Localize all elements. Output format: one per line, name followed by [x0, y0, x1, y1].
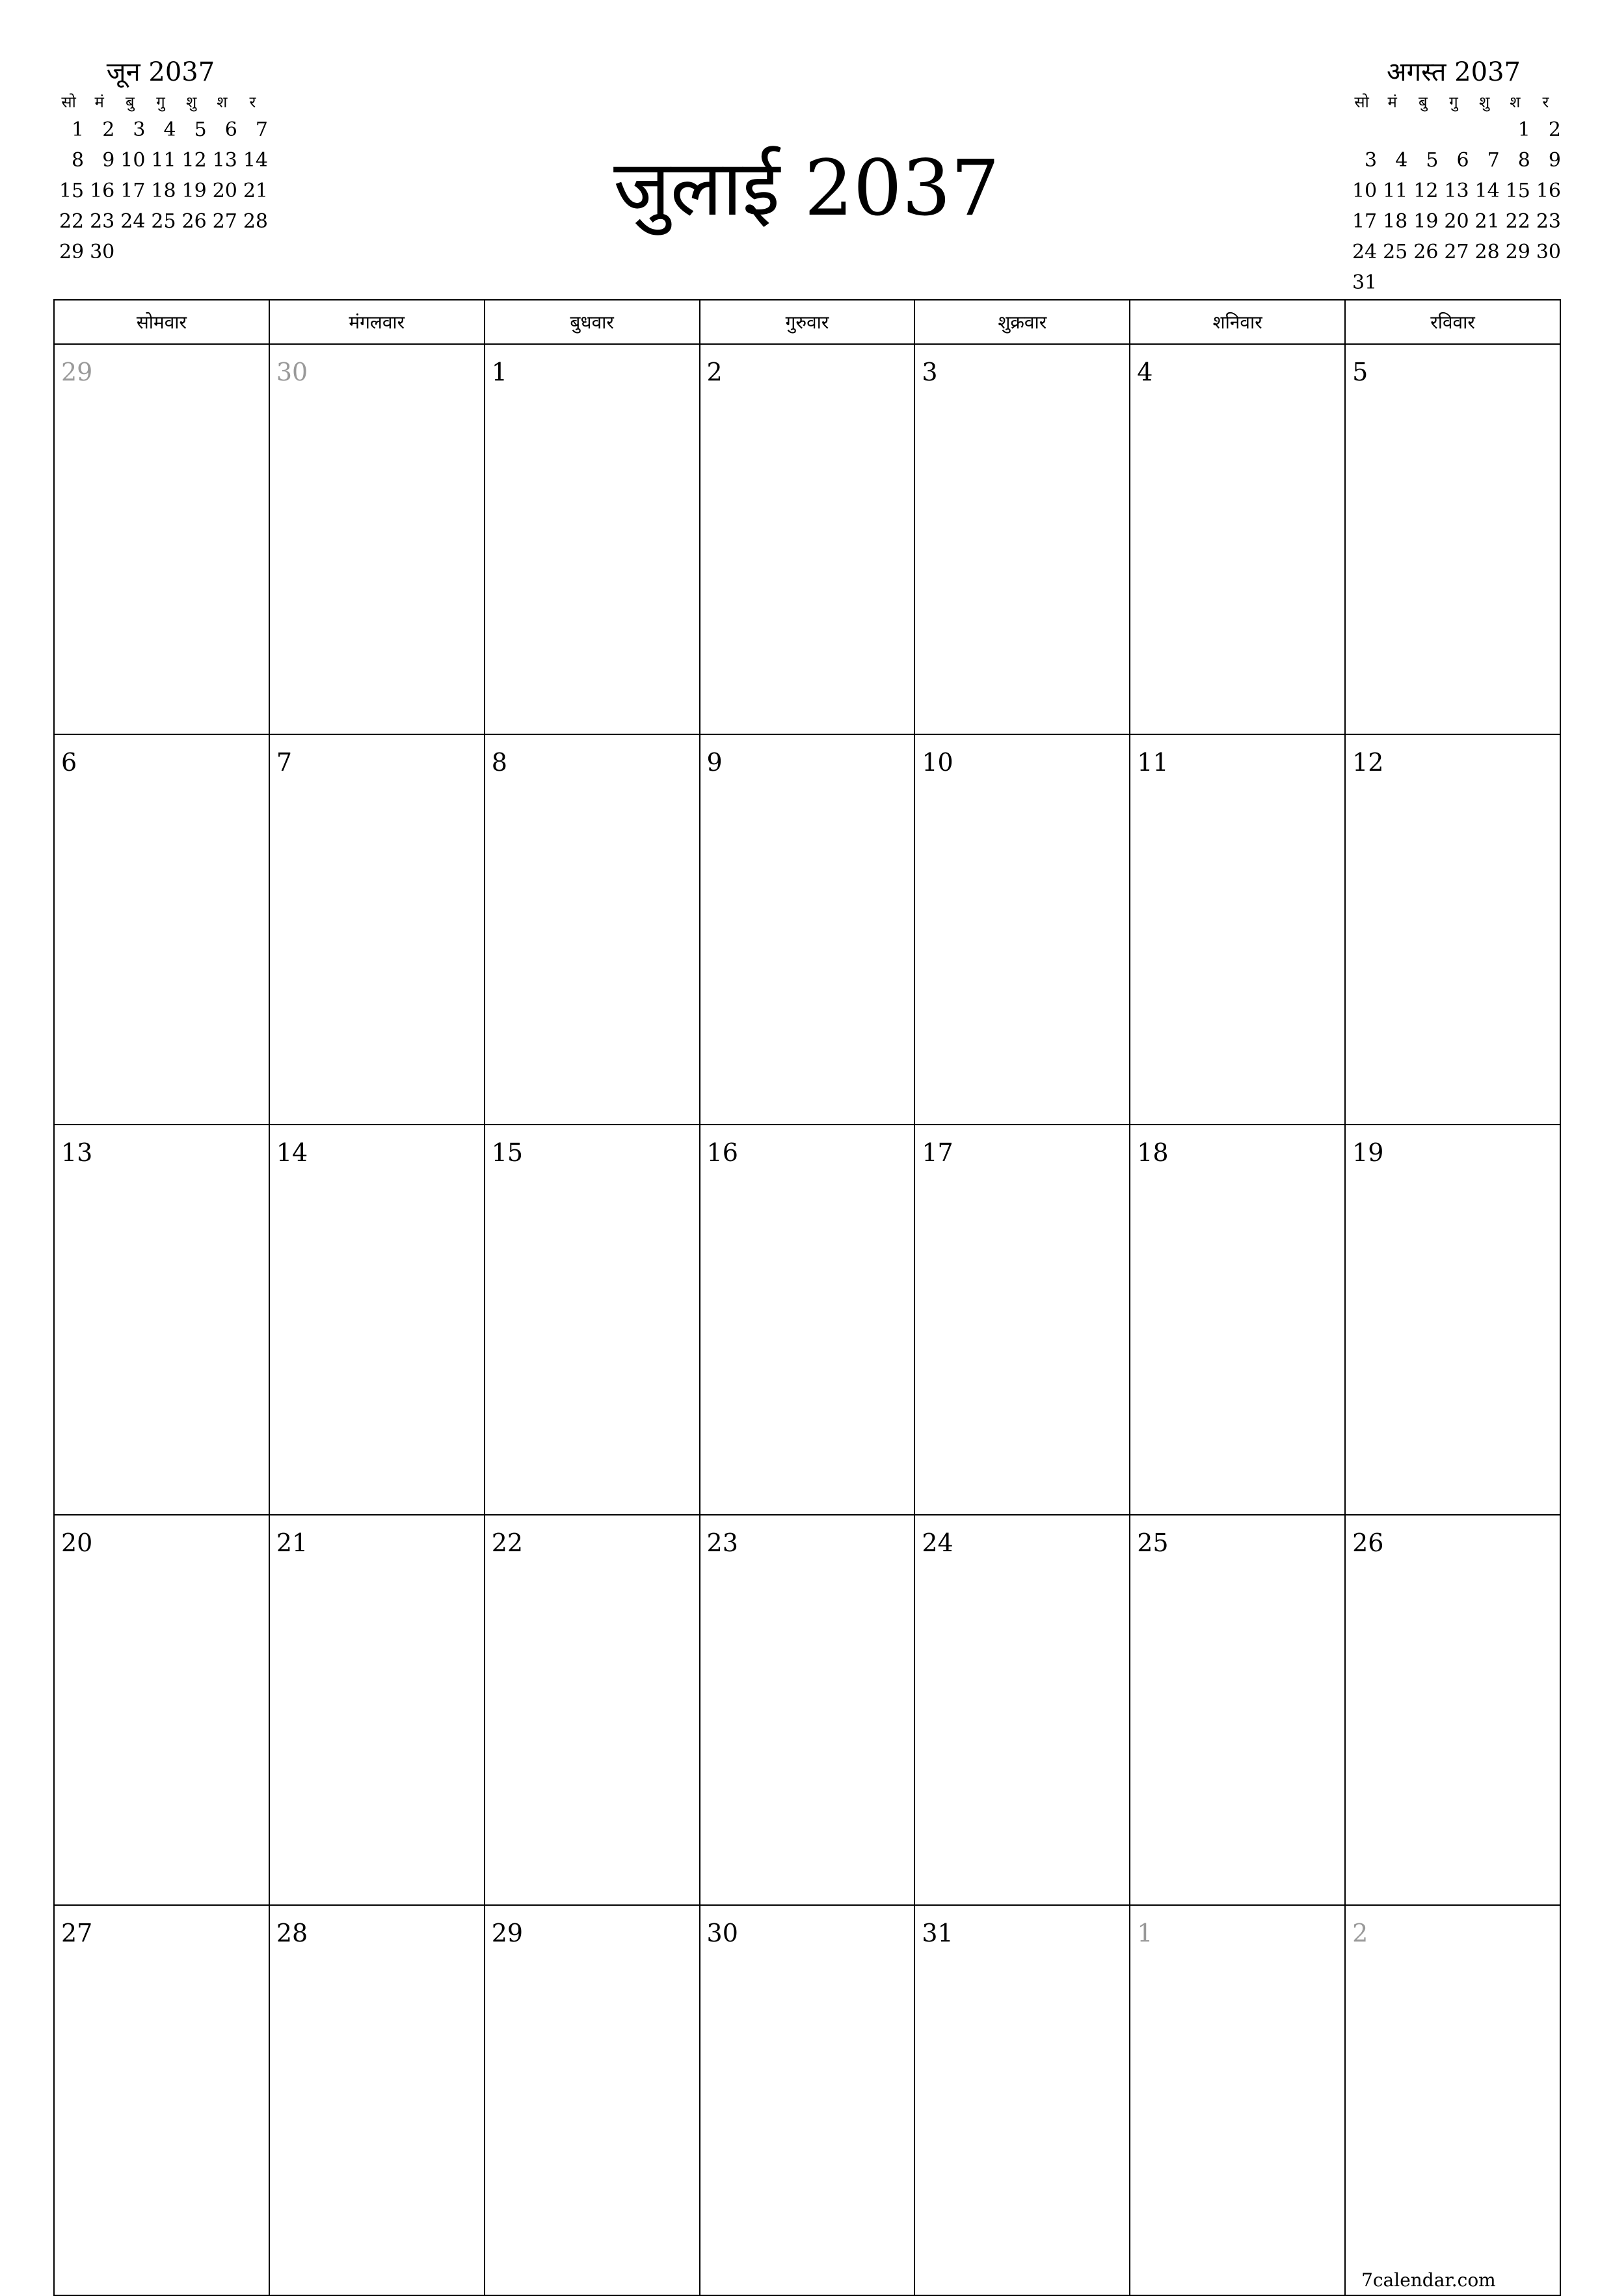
- mini-day: [1346, 114, 1377, 145]
- day-number: 5: [1352, 358, 1368, 386]
- mini-calendar-prev-title: जून 2037: [106, 57, 215, 87]
- day-number: 8: [491, 748, 507, 777]
- mini-week-row: [1346, 176, 1561, 206]
- week-row: [54, 344, 1560, 734]
- day-cell: [914, 344, 1130, 734]
- mini-day: 28: [243, 210, 268, 233]
- day-cell: [1345, 1125, 1560, 1515]
- week-row: [54, 1515, 1560, 1905]
- day-cell: [1130, 1125, 1345, 1515]
- mini-day: 29: [59, 241, 85, 263]
- day-number: 19: [1352, 1138, 1384, 1167]
- mini-day: 9: [1548, 149, 1561, 172]
- mini-day: 30: [1536, 241, 1561, 263]
- weekday-header: गुरुवार: [700, 300, 915, 344]
- day-cell: [269, 1905, 485, 2295]
- mini-day: [1438, 267, 1469, 298]
- mini-day: 9: [102, 149, 115, 172]
- mini-day: 3: [133, 118, 146, 141]
- mini-weekday: शु: [185, 92, 197, 111]
- mini-day: 15: [59, 180, 85, 202]
- mini-day: [1469, 114, 1500, 145]
- day-number: 7: [276, 748, 293, 777]
- mini-weekday: गु: [1449, 92, 1458, 111]
- day-cell: [485, 734, 700, 1125]
- day-number: 30: [276, 358, 308, 386]
- mini-day: 13: [212, 149, 237, 172]
- mini-weekday: मं: [94, 92, 104, 111]
- mini-week-row: [1346, 145, 1561, 176]
- day-number: 31: [922, 1919, 953, 1947]
- day-number: 4: [1137, 358, 1153, 386]
- mini-day: 11: [151, 149, 176, 172]
- mini-weekday: श: [217, 92, 228, 111]
- mini-day: 2: [1548, 118, 1561, 141]
- day-cell: [700, 1125, 915, 1515]
- mini-week-row: [53, 176, 268, 206]
- day-cell: [485, 1125, 700, 1515]
- mini-calendar-next-grid: [1346, 88, 1561, 298]
- mini-day: [1530, 267, 1561, 298]
- mini-day: [176, 237, 207, 267]
- day-number: 14: [276, 1138, 308, 1167]
- mini-day: [237, 237, 268, 267]
- mini-day: [1407, 114, 1438, 145]
- week-row: [54, 734, 1560, 1125]
- mini-day: 20: [212, 180, 237, 202]
- day-cell: [54, 1515, 269, 1905]
- mini-day: 12: [181, 149, 207, 172]
- mini-day: 13: [1444, 180, 1469, 202]
- mini-day: 6: [224, 118, 237, 141]
- day-number: 17: [922, 1138, 953, 1167]
- day-cell: [54, 1125, 269, 1515]
- mini-day: 23: [90, 210, 115, 233]
- mini-day: [207, 237, 237, 267]
- mini-day: 21: [1474, 210, 1500, 233]
- mini-week-row: [1346, 237, 1561, 267]
- day-number: 28: [276, 1919, 308, 1947]
- day-cell: [1130, 1515, 1345, 1905]
- mini-day: 14: [243, 149, 268, 172]
- day-cell: [914, 734, 1130, 1125]
- day-number: 21: [276, 1528, 308, 1557]
- mini-weekday: श: [1510, 92, 1521, 111]
- mini-day: [114, 237, 145, 267]
- mini-week-row: [1346, 267, 1561, 298]
- mini-day: 20: [1444, 210, 1469, 233]
- weekday-header: रविवार: [1345, 300, 1560, 344]
- mini-day: 18: [1383, 210, 1408, 233]
- day-number: 23: [706, 1528, 738, 1557]
- day-number: 30: [706, 1919, 738, 1947]
- mini-day: 31: [1352, 271, 1378, 294]
- mini-day: [145, 237, 176, 267]
- mini-day: 19: [1413, 210, 1439, 233]
- mini-day: [1469, 267, 1500, 298]
- mini-day: 17: [1352, 210, 1378, 233]
- mini-day: 22: [1505, 210, 1530, 233]
- mini-day: 21: [243, 180, 268, 202]
- mini-calendar-next: [1346, 57, 1561, 298]
- day-cell: [914, 1905, 1130, 2295]
- day-number: 2: [706, 358, 723, 386]
- day-cell: [54, 1905, 269, 2295]
- mini-day: 15: [1505, 180, 1530, 202]
- day-number: 22: [491, 1528, 524, 1557]
- mini-week-row: [53, 237, 268, 267]
- day-number: 11: [1137, 748, 1169, 777]
- mini-weekday: र: [1542, 92, 1549, 111]
- day-cell: [269, 1515, 485, 1905]
- mini-day: 16: [1536, 180, 1561, 202]
- day-number: 20: [61, 1528, 93, 1557]
- day-cell: [269, 734, 485, 1125]
- mini-day: 18: [151, 180, 176, 202]
- day-cell: [54, 344, 269, 734]
- month-grid: [53, 299, 1561, 2296]
- day-cell: [1130, 734, 1345, 1125]
- mini-day: 7: [255, 118, 268, 141]
- mini-day: 27: [212, 210, 237, 233]
- mini-day: 30: [90, 241, 115, 263]
- weekday-header: शुक्रवार: [914, 300, 1130, 344]
- mini-day: 2: [102, 118, 115, 141]
- day-cell: [1345, 344, 1560, 734]
- mini-day: [1438, 114, 1469, 145]
- mini-day: 25: [1383, 241, 1408, 263]
- mini-week-row: [53, 114, 268, 145]
- mini-calendar-next-title: अगस्त 2037: [1387, 57, 1521, 87]
- mini-day: 12: [1413, 180, 1439, 202]
- mini-day: [1377, 267, 1407, 298]
- day-cell: [1130, 344, 1345, 734]
- day-cell: [700, 1905, 915, 2295]
- mini-weekday: र: [249, 92, 256, 111]
- mini-weekday: गु: [156, 92, 165, 111]
- mini-day: 8: [1517, 149, 1530, 172]
- mini-weekday: शु: [1478, 92, 1490, 111]
- mini-week-row: [53, 145, 268, 176]
- mini-day: 16: [90, 180, 115, 202]
- day-cell: [914, 1125, 1130, 1515]
- mini-day: 7: [1487, 149, 1500, 172]
- day-cell: [700, 1515, 915, 1905]
- day-number: 13: [61, 1138, 93, 1167]
- day-number: 18: [1137, 1138, 1169, 1167]
- day-number: 24: [922, 1528, 953, 1557]
- mini-day: 11: [1383, 180, 1408, 202]
- mini-weekday: बु: [125, 92, 135, 111]
- mini-day: 3: [1365, 149, 1378, 172]
- mini-day: 6: [1456, 149, 1469, 172]
- day-cell: [1130, 1905, 1345, 2295]
- day-cell: [485, 1905, 700, 2295]
- mini-weekday: बु: [1418, 92, 1428, 111]
- mini-day: 10: [1352, 180, 1378, 202]
- mini-day: 4: [163, 118, 176, 141]
- mini-day: [1377, 114, 1407, 145]
- mini-weekday: मं: [1387, 92, 1397, 111]
- mini-weekday: सो: [1354, 92, 1369, 111]
- mini-day: 5: [194, 118, 207, 141]
- day-cell: [1345, 1515, 1560, 1905]
- weekday-header: बुधवार: [485, 300, 700, 344]
- mini-day: 1: [1517, 118, 1530, 141]
- day-number: 6: [61, 748, 77, 777]
- mini-day: 22: [59, 210, 85, 233]
- week-row: [54, 1125, 1560, 1515]
- mini-day: 10: [120, 149, 146, 172]
- mini-day: 24: [120, 210, 146, 233]
- day-number: 1: [491, 358, 507, 386]
- day-number: 3: [922, 358, 938, 386]
- mini-day: 23: [1536, 210, 1561, 233]
- mini-week-row: [1346, 114, 1561, 145]
- mini-week-row: [53, 206, 268, 237]
- mini-week-row: [1346, 206, 1561, 237]
- day-cell: [485, 344, 700, 734]
- mini-day: [1500, 267, 1530, 298]
- day-cell: [269, 1125, 485, 1515]
- mini-day: 28: [1474, 241, 1500, 263]
- mini-day: 24: [1352, 241, 1378, 263]
- day-number: 29: [491, 1919, 524, 1947]
- day-cell: [1345, 1905, 1560, 2295]
- day-number: 12: [1352, 748, 1384, 777]
- mini-day: 26: [181, 210, 207, 233]
- day-cell: [54, 734, 269, 1125]
- day-number: 10: [922, 748, 953, 777]
- day-number: 25: [1137, 1528, 1169, 1557]
- credit-text: 7calendar.com: [1361, 2269, 1496, 2291]
- day-number: 26: [1352, 1528, 1384, 1557]
- mini-calendar-prev: [53, 57, 268, 267]
- mini-day: 1: [72, 118, 85, 141]
- day-cell: [1345, 734, 1560, 1125]
- weekday-header: सोमवार: [54, 300, 269, 344]
- mini-day: 17: [120, 180, 146, 202]
- day-number: 27: [61, 1919, 93, 1947]
- mini-day: 27: [1444, 241, 1469, 263]
- day-number: 9: [706, 748, 723, 777]
- week-row: [54, 1905, 1560, 2295]
- mini-day: 8: [72, 149, 85, 172]
- mini-day: 19: [181, 180, 207, 202]
- day-number: 16: [706, 1138, 738, 1167]
- day-cell: [485, 1515, 700, 1905]
- day-number: 29: [61, 358, 93, 386]
- weekday-header: मंगलवार: [269, 300, 485, 344]
- mini-day: [1407, 267, 1438, 298]
- day-number: 15: [491, 1138, 524, 1167]
- day-cell: [914, 1515, 1130, 1905]
- mini-calendar-prev-grid: [53, 88, 268, 267]
- mini-day: 14: [1474, 180, 1500, 202]
- day-number: 1: [1137, 1919, 1153, 1947]
- day-number: 2: [1352, 1919, 1368, 1947]
- page-title: जुलाई 2037: [613, 143, 1000, 233]
- weekday-header: शनिवार: [1130, 300, 1345, 344]
- mini-day: 29: [1505, 241, 1530, 263]
- mini-day: 25: [151, 210, 176, 233]
- day-cell: [700, 734, 915, 1125]
- mini-day: 4: [1395, 149, 1408, 172]
- day-cell: [269, 344, 485, 734]
- mini-weekday: सो: [61, 92, 76, 111]
- mini-day: 5: [1426, 149, 1439, 172]
- mini-day: 26: [1413, 241, 1439, 263]
- day-cell: [700, 344, 915, 734]
